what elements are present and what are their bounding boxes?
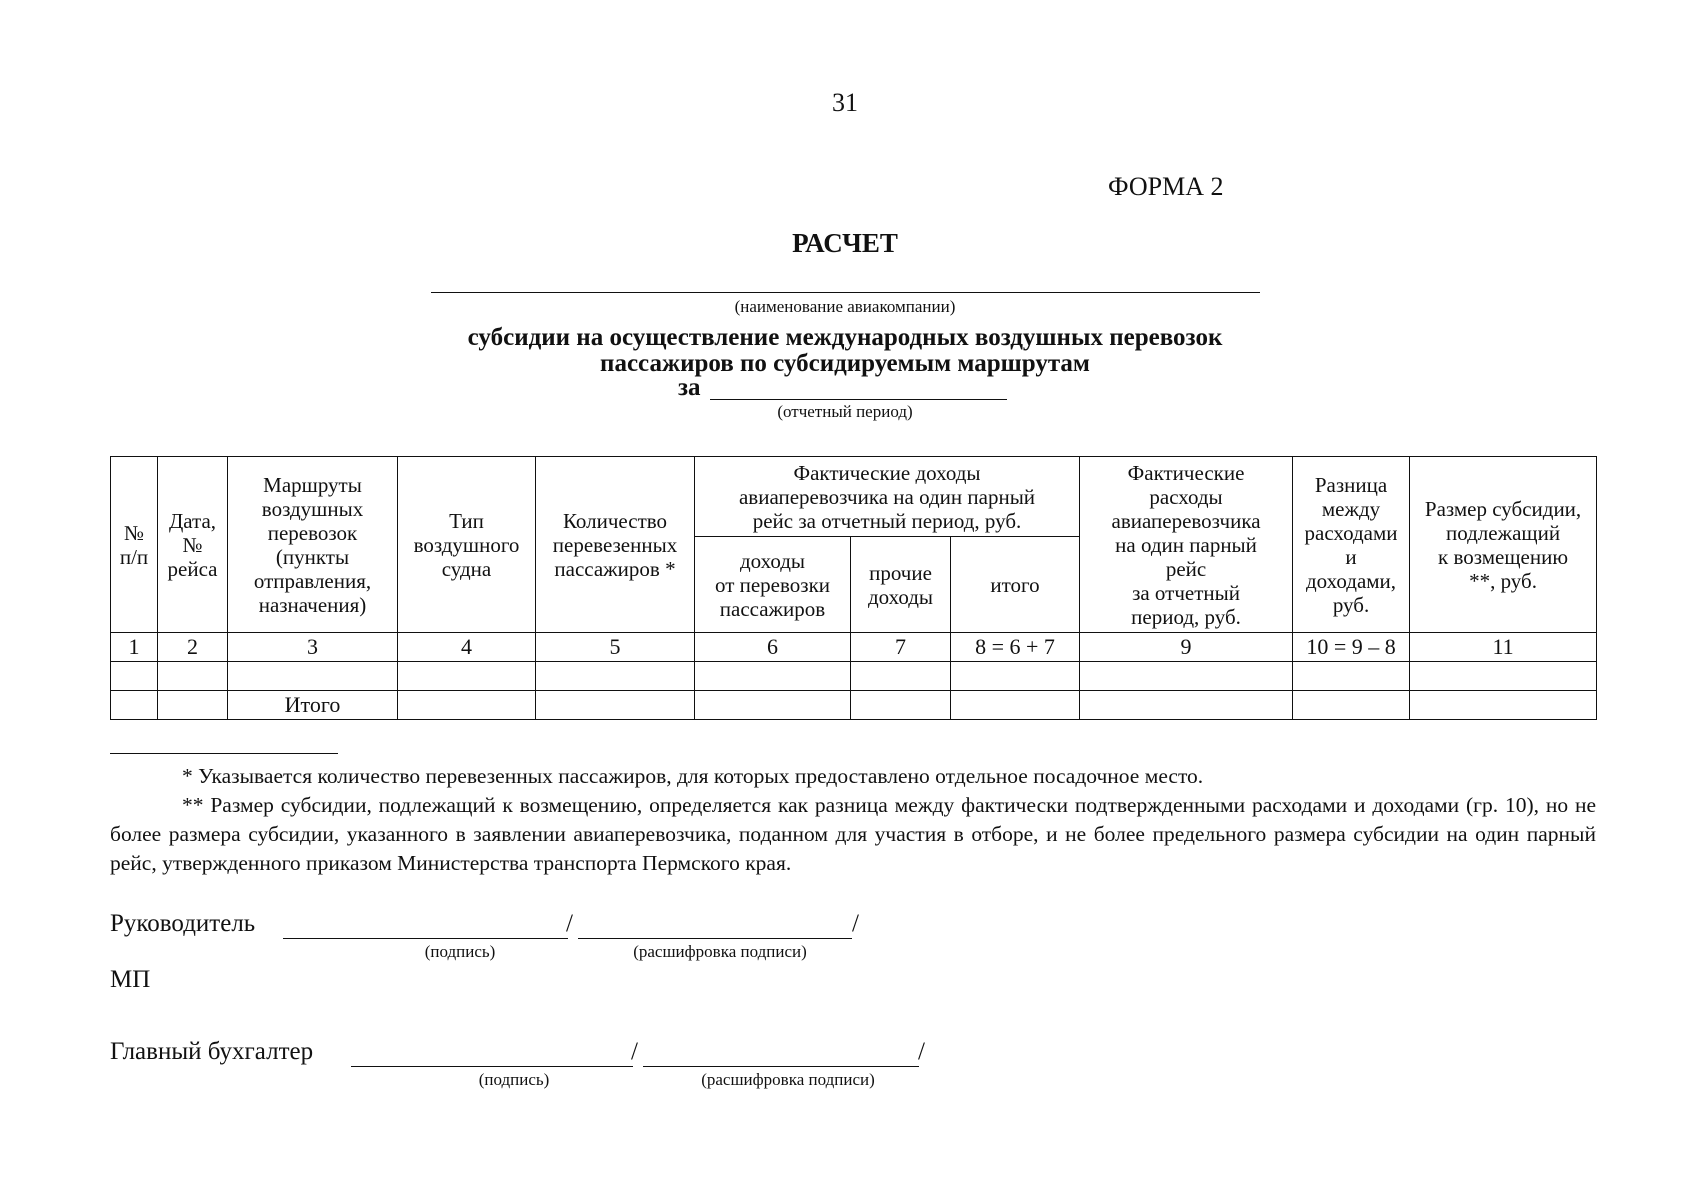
head-slash-2: / <box>852 910 859 937</box>
header-flight-date: Дата, № рейса <box>158 457 228 633</box>
table-cell <box>1080 691 1293 720</box>
head-decode-line <box>578 938 852 939</box>
header-difference: Разница между расходами и доходами, руб. <box>1293 457 1410 633</box>
column-number: 10 = 9 – 8 <box>1293 633 1410 662</box>
table-cell <box>1293 662 1410 691</box>
accountant-slash-1: / <box>631 1038 638 1065</box>
head-signature-line <box>283 938 568 939</box>
header-routes: Маршруты воздушных перевозок (пункты отправления, назначения) <box>228 457 398 633</box>
accountant-decode-line <box>643 1066 919 1067</box>
table-total-row <box>111 691 1597 720</box>
footnote-separator <box>110 753 338 754</box>
header-income-total: итого <box>951 537 1080 633</box>
table-cell <box>398 691 536 720</box>
table-cell <box>1410 691 1597 720</box>
head-signature-caption: (подпись) <box>424 942 496 961</box>
column-number: 7 <box>851 633 951 662</box>
table-cell <box>851 691 951 720</box>
table-cell <box>951 691 1080 720</box>
accountant-signature-line <box>351 1066 633 1067</box>
footnotes <box>110 762 1596 878</box>
document-subtitle <box>300 325 1390 377</box>
header-row-number: № п/п <box>111 457 158 633</box>
header-actual-income: Фактические доходы авиаперевозчика на один парный рейс за отчетный период, руб. <box>695 457 1080 537</box>
period-prefix: за <box>678 374 701 401</box>
table-cell <box>851 662 951 691</box>
column-number: 1 <box>111 633 158 662</box>
table-cell <box>398 662 536 691</box>
total-label: Итого <box>228 691 398 720</box>
header-aircraft-type: Тип воздушного судна <box>398 457 536 633</box>
head-slash-1: / <box>566 910 573 937</box>
table-header-row <box>111 457 1597 537</box>
document-title: РАСЧЕТ <box>792 228 898 258</box>
table-cell <box>228 662 398 691</box>
accountant-label: Главный бухгалтер <box>110 1038 314 1065</box>
accountant-slash-2: / <box>918 1038 925 1065</box>
column-number: 4 <box>398 633 536 662</box>
table-cell <box>1080 662 1293 691</box>
subtitle-line-1: субсидии на осуществление международных воздушных перевозок <box>467 324 1223 351</box>
period-caption: (отчетный период) <box>777 402 913 421</box>
table-cell <box>1410 662 1597 691</box>
table-cell <box>951 662 1080 691</box>
column-number: 5 <box>536 633 695 662</box>
table-cell <box>536 691 695 720</box>
table-cell <box>111 691 158 720</box>
column-number: 8 = 6 + 7 <box>951 633 1080 662</box>
header-passenger-count: Количество перевезенных пассажиров * <box>536 457 695 633</box>
period-blank <box>710 399 1007 400</box>
table-row-empty <box>111 662 1597 691</box>
table-cell <box>158 691 228 720</box>
table-cell <box>1293 691 1410 720</box>
table-cell <box>695 691 851 720</box>
column-number: 9 <box>1080 633 1293 662</box>
column-number: 3 <box>228 633 398 662</box>
table-cell <box>111 662 158 691</box>
stamp-label: МП <box>110 966 151 993</box>
form-label: ФОРМА 2 <box>1108 172 1224 201</box>
column-number: 2 <box>158 633 228 662</box>
page-number: 31 <box>832 88 858 117</box>
column-number: 11 <box>1410 633 1597 662</box>
table-cell <box>536 662 695 691</box>
column-number: 6 <box>695 633 851 662</box>
header-actual-expenses: Фактические расходы авиаперевозчика на один парный рейс за отчетный период, руб. <box>1080 457 1293 633</box>
column-number-row <box>111 633 1597 662</box>
head-decode-caption: (расшифровка подписи) <box>633 942 807 961</box>
table-cell <box>695 662 851 691</box>
footnote-2: ** Размер субсидии, подлежащий к возмещению, определяется как разница между фактически подтвержденными расходами и доходами (гр. 10), но не более размера субсидии, указанного в заявлении авиаперевозчика, поданном для участия в отборе, и не более предельного размера субсидии на один парный рейс, утвержденного приказом Министерства транспорта Пермского края. <box>110 793 1596 875</box>
subtitle-line-2: пассажиров по субсидируемым маршрутам <box>600 350 1090 377</box>
header-passenger-income: доходы от перевозки пассажиров <box>695 537 851 633</box>
table-cell <box>158 662 228 691</box>
airline-name-blank <box>431 292 1260 293</box>
accountant-signature-caption: (подпись) <box>478 1070 550 1089</box>
calculation-table <box>110 456 1597 720</box>
accountant-decode-caption: (расшифровка подписи) <box>701 1070 875 1089</box>
head-label: Руководитель <box>110 910 256 937</box>
airline-caption: (наименование авиакомпании) <box>734 297 956 316</box>
header-other-income: прочие доходы <box>851 537 951 633</box>
footnote-1: * Указывается количество перевезенных пассажиров, для которых предоставлено отдельное посадочное место. <box>182 764 1204 788</box>
header-subsidy-amount: Размер субсидии, подлежащий к возмещению **, руб. <box>1410 457 1597 633</box>
